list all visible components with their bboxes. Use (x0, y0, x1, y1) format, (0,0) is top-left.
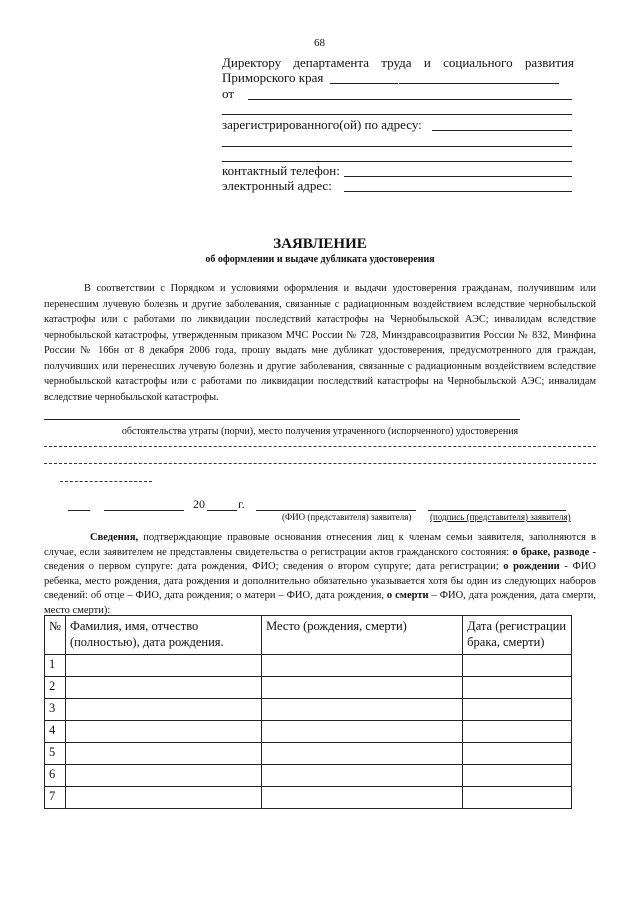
place-cell[interactable] (262, 743, 463, 765)
row-number: 1 (45, 655, 66, 677)
circumstances-line-4[interactable] (60, 481, 152, 482)
from-label: от (222, 86, 235, 101)
main-paragraph: В соответствии с Порядком и условиями оформления и выдачи удостоверения гражданам, получившим или перенесшим лучевую болезнь и другие заболевания, связанные с радиационным воздействием вследствие чернобыльской катастрофы или с работами по ликвидации последствий катастрофы на Чернобыльской АЭС; инвалидам вследствие чернобыльской катастрофы, утвержденным приказом МЧС России № 728, Минздравсоцразвития России № 832, Минфина России № 166н от 8 декабря 2006 года, прошу выдать мне дубликат удостоверения, предусмотренного для граждан, получивших или перенесших лучевую болезнь и другие заболевания, связанные с радиационным воздействием вследствие чернобыльской катастрофы или с работами по ликвидации последствий катастрофы на Чернобыльской АЭС; инвалидам вследствие чернобыльской катастрофы. (44, 283, 596, 403)
col-header-place: Место (рождения, смерти) (262, 616, 463, 655)
phone-field[interactable] (344, 176, 572, 177)
name-cell[interactable] (65, 655, 261, 677)
address-field-3[interactable] (222, 161, 572, 162)
table-row (45, 743, 572, 765)
place-cell[interactable] (262, 677, 463, 699)
table-row (45, 699, 572, 721)
table-header-row (45, 616, 572, 655)
document-subtitle: об оформлении и выдаче дубликата удостоверения (205, 254, 435, 265)
col-header-number: № (45, 616, 66, 655)
circumstances-field[interactable] (44, 419, 520, 420)
row-number: 4 (45, 721, 66, 743)
name-cell[interactable] (65, 787, 261, 809)
name-cell[interactable] (65, 743, 261, 765)
date-year-suffix: г. (238, 497, 245, 511)
name-cell[interactable] (65, 699, 261, 721)
fio-field[interactable] (256, 510, 416, 511)
region-blank-1[interactable] (330, 83, 398, 84)
from-field[interactable] (248, 99, 572, 100)
col-header-name: Фамилия, имя, отчество (полностью), дата рождения. (65, 616, 261, 655)
place-cell[interactable] (262, 721, 463, 743)
info-paragraph (44, 531, 596, 618)
circumstances-caption: обстоятельства утраты (порчи), место получения утраченного (испорченного) удостоверения (121, 426, 519, 437)
page-number: 68 (314, 37, 325, 49)
circumstances-line-2[interactable] (44, 446, 596, 447)
date-cell[interactable] (463, 787, 572, 809)
place-cell[interactable] (262, 655, 463, 677)
row-number: 5 (45, 743, 66, 765)
table-row (45, 677, 572, 699)
col-header-date: Дата (регистрации брака, смерти) (463, 616, 572, 655)
address-field-2[interactable] (222, 146, 572, 147)
table-row (45, 765, 572, 787)
table-row (45, 655, 572, 677)
table-row (45, 721, 572, 743)
signature-caption: (подпись (представителя) заявителя) (430, 512, 571, 522)
phone-label: контактный телефон: (222, 163, 340, 178)
row-number: 2 (45, 677, 66, 699)
info-bold-marriage: о браке, разводе - (512, 546, 596, 558)
info-text-1: подтверждающие правовые основания отнесения лиц к членам семьи заявителя, заполняются в случае, если заявителем не представлены свидетельства о регистрации актов гражданского состояния: (44, 532, 596, 558)
from-field-2[interactable] (222, 114, 572, 115)
addressee-line2: Приморского края (222, 70, 324, 85)
date-year-prefix: 20 (193, 497, 205, 511)
date-cell[interactable] (463, 721, 572, 743)
date-cell[interactable] (463, 677, 572, 699)
date-cell[interactable] (463, 765, 572, 787)
info-text-3: - ФИО ребенка, место рождения, дата рождения и дополнительно обязательно указывается хотя бы один из следующих наборов сведений: об отце – ФИО, дата рождения; о матери – ФИО, дата рождения, (44, 561, 596, 601)
table-row (45, 787, 572, 809)
document-title: ЗАЯВЛЕНИЕ (273, 236, 367, 252)
fio-caption: (ФИО (представителя) заявителя) (282, 512, 412, 522)
address-field[interactable] (432, 130, 572, 131)
name-cell[interactable] (65, 677, 261, 699)
name-cell[interactable] (65, 721, 261, 743)
addressee-line1: Директору департамента труда и социального развития (222, 55, 574, 70)
region-blank-2[interactable] (399, 83, 559, 84)
row-number: 3 (45, 699, 66, 721)
place-cell[interactable] (262, 699, 463, 721)
place-cell[interactable] (262, 787, 463, 809)
date-cell[interactable] (463, 699, 572, 721)
info-text-2: сведения о первом супруге: дата рождения, ФИО; сведения о втором супруге; дата регистрации; (44, 561, 504, 572)
date-cell[interactable] (463, 743, 572, 765)
info-text-4: – ФИО, дата рождения, дата смерти, место смерти): (44, 590, 596, 616)
place-cell[interactable] (262, 765, 463, 787)
date-cell[interactable] (463, 655, 572, 677)
name-cell[interactable] (65, 765, 261, 787)
registered-label: зарегистрированного(ой) по адресу: (222, 117, 422, 132)
circumstances-line-3[interactable] (44, 463, 596, 464)
date-month-field[interactable] (104, 510, 184, 511)
email-field[interactable] (344, 191, 572, 192)
family-table (44, 615, 572, 809)
date-year-field[interactable] (207, 510, 237, 511)
info-bold-lead: Сведения, (90, 532, 139, 543)
signature-field[interactable] (428, 510, 566, 511)
date-day-field[interactable] (68, 510, 90, 511)
info-bold-birth: о рождении (503, 561, 560, 572)
info-bold-death: о смерти (386, 590, 429, 601)
row-number: 7 (45, 787, 66, 809)
email-label: электронный адрес: (222, 178, 332, 193)
row-number: 6 (45, 765, 66, 787)
